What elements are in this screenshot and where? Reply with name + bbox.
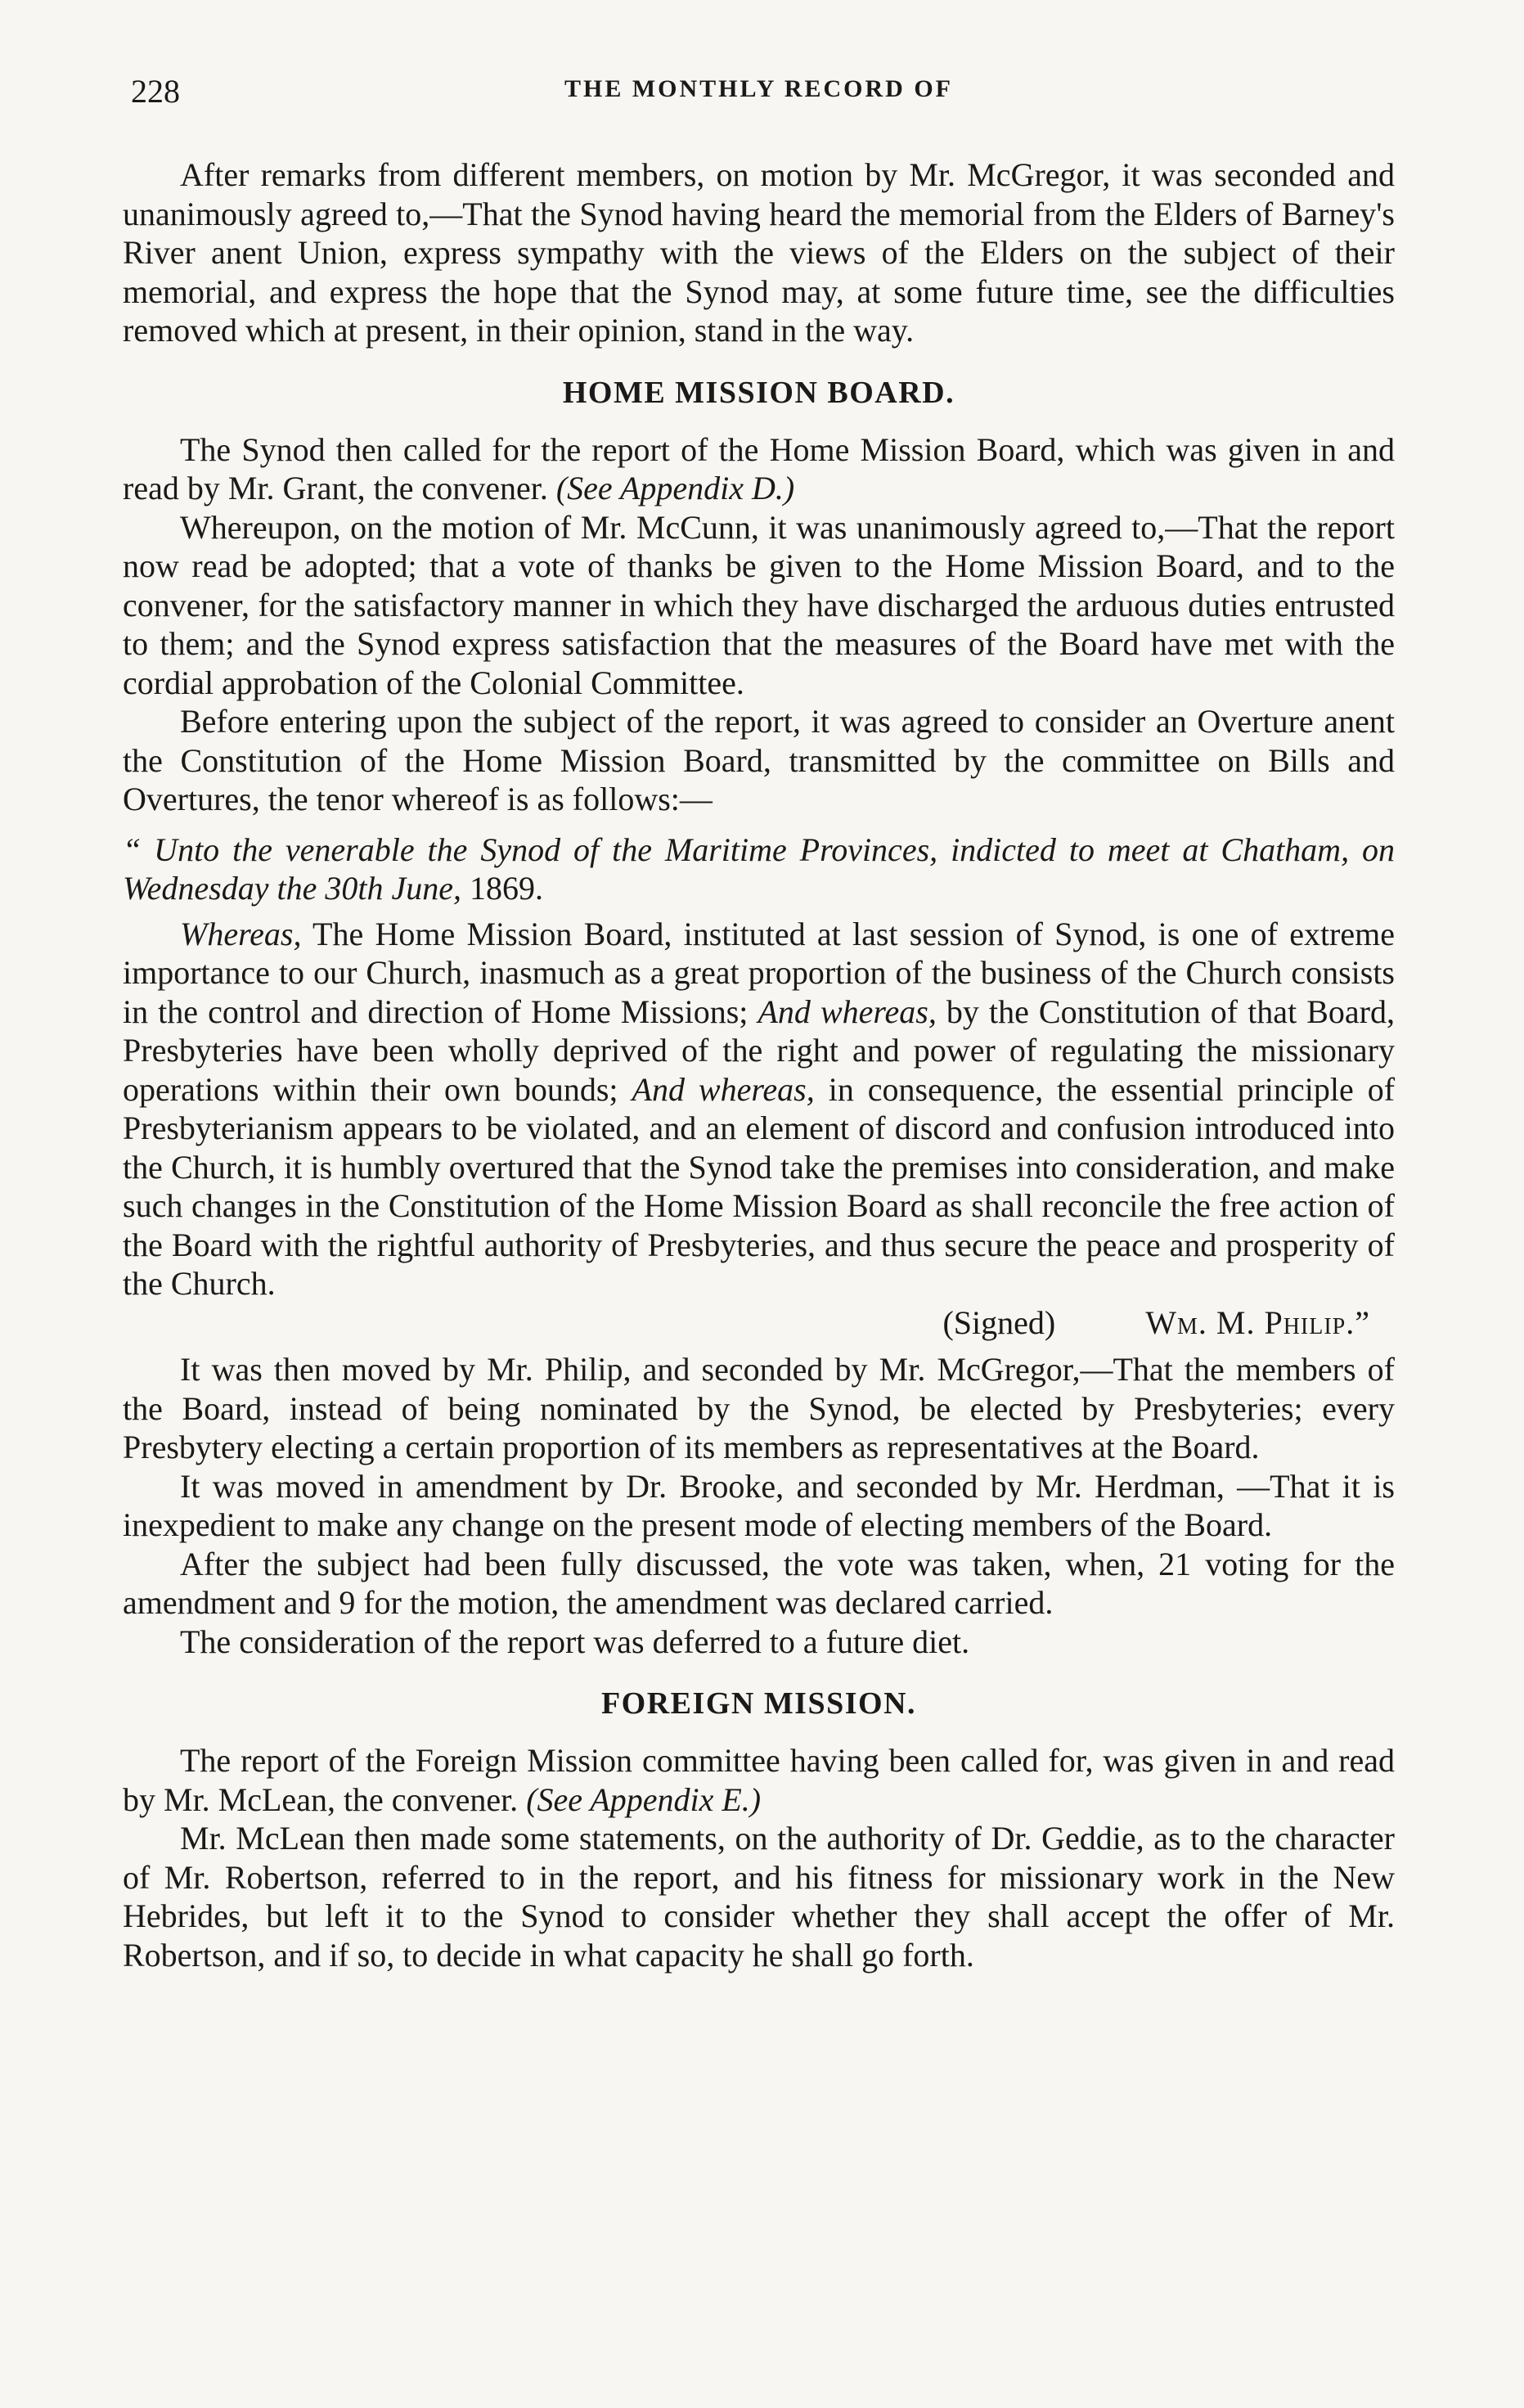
paragraph-home-mission-report	[123, 430, 1395, 508]
home-mission-report-text: The Synod then called for the report of the Home Mission Board, which was given in and read by Mr. Grant, the convener.	[123, 430, 1395, 506]
overture-body-3: in consequence, the essential principle of Presbyterianism appears to be violated, and an element of discord and confusion introduced into the Church, it is humbly overtured that the Synod take the premises into consideration, and make such changes in the Constitution of the Home Mission Board as shall reconcile the free action of the Board with the rightful authority of Presbyteries, and thus secure the peace and prosperity of the Church.	[123, 1070, 1396, 1302]
overture-address	[123, 830, 1395, 908]
paragraph-barneys-river: After remarks from different members, on motion by Mr. McGregor, it was seconded and unanimously agreed to,—That the Synod having heard the memorial from the Elders of Barney's River anent Union, express sympathy with the views of the Elders on the subject of their memorial, and express the hope that the Synod may, at some future time, see the difficulties removed which at present, in their opinion, stand in the way.	[123, 156, 1395, 349]
paragraph-foreign-mission-report	[123, 1741, 1395, 1819]
whereas-3: And whereas,	[632, 1070, 815, 1108]
whereas-2: And whereas,	[758, 992, 937, 1030]
whereas-1: Whereas,	[180, 915, 302, 952]
overture-body-1: The Home Mission Board, instituted at last session of Synod, is one of extreme importance to our Church, inasmuch as a great proportion of the business of the Church consists in the control and direction of Home Missions;	[123, 915, 1395, 1030]
appendix-d-reference: (See Appendix D.)	[555, 470, 795, 506]
appendix-e-reference: (See Appendix E.)	[526, 1780, 762, 1818]
section-heading-foreign-mission: FOREIGN MISSION.	[600, 1686, 917, 1721]
overture-body-2: by the Constitution of that Board, Presbyteries have been wholly deprived of the right and power of regulating the missionary operations within their own bounds;	[123, 992, 1396, 1108]
overture-body	[123, 915, 1395, 1303]
paragraph-vote: After the subject had been fully discussed, the vote was taken, when, 21 voting for the amendment and 9 for the motion, the amendment was declared carried.	[123, 1545, 1395, 1621]
paragraph-motion: It was then moved by Mr. Philip, and seconded by Mr. McGregor,—That the members of the Board, instead of being nominated by the Synod, be elected by Presbyteries; every Presbytery electing a certain proportion of its members as representatives at the Board.	[123, 1351, 1395, 1465]
paragraph-amendment: It was moved in amendment by Dr. Brooke, and seconded by Mr. Herdman, —That it is inexpedient to make any change on the present mode of electing members of the Board.	[123, 1467, 1395, 1543]
text-column	[123, 155, 1395, 1974]
paragraph-overture-intro: Before entering upon the subject of the report, it was agreed to consider an Overture anent the Constitution of the Home Mission Board, transmitted by the committee on Bills and Overtures, the tenor whereof is as follows:—	[123, 703, 1395, 817]
overture-signature-line	[123, 1303, 1395, 1343]
foreign-mission-report-text: The report of the Foreign Mission committee having been called for, was given in and read by Mr. McLean, the convener.	[123, 1742, 1395, 1818]
section-heading-home-mission: HOME MISSION BOARD.	[562, 375, 955, 410]
signature-name: Wm. M. Philip.”	[1145, 1303, 1370, 1341]
paragraph-deferred: The consideration of the report was deferred to a future diet.	[180, 1623, 970, 1660]
overture-address-text: “ Unto the venerable the Synod of the Maritime Provinces, indicted to meet at Chatham, on Wednesday the 30th June,	[123, 830, 1395, 907]
paragraph-report-adopted: Whereupon, on the motion of Mr. McCunn, it was unanimously agreed to,—That the report now read be adopted; that a vote of thanks be given to the Home Mission Board, and to the convener, for the satisfactory manner in which they have discharged the arduous duties entrusted to them; and the Synod express satisfaction that the measures of the Board have met with the cordial approbation of the Colonial Committee.	[123, 508, 1395, 701]
overture-year: 1869.	[469, 870, 543, 907]
page-header	[123, 64, 1395, 113]
signed-label: (Signed)	[942, 1303, 1056, 1341]
page-number: 228	[131, 73, 180, 110]
paragraph-robertson: Mr. McLean then made some statements, on the authority of Dr. Geddie, as to the character of Mr. Robertson, referred to in the report, and his fitness for missionary work in the New Hebrides, but left it to the Synod to consider whether they shall accept the offer of Mr. Robertson, and if so, to decide in what capacity he shall go forth.	[123, 1820, 1395, 1974]
running-head: THE MONTHLY RECORD OF	[564, 75, 953, 102]
